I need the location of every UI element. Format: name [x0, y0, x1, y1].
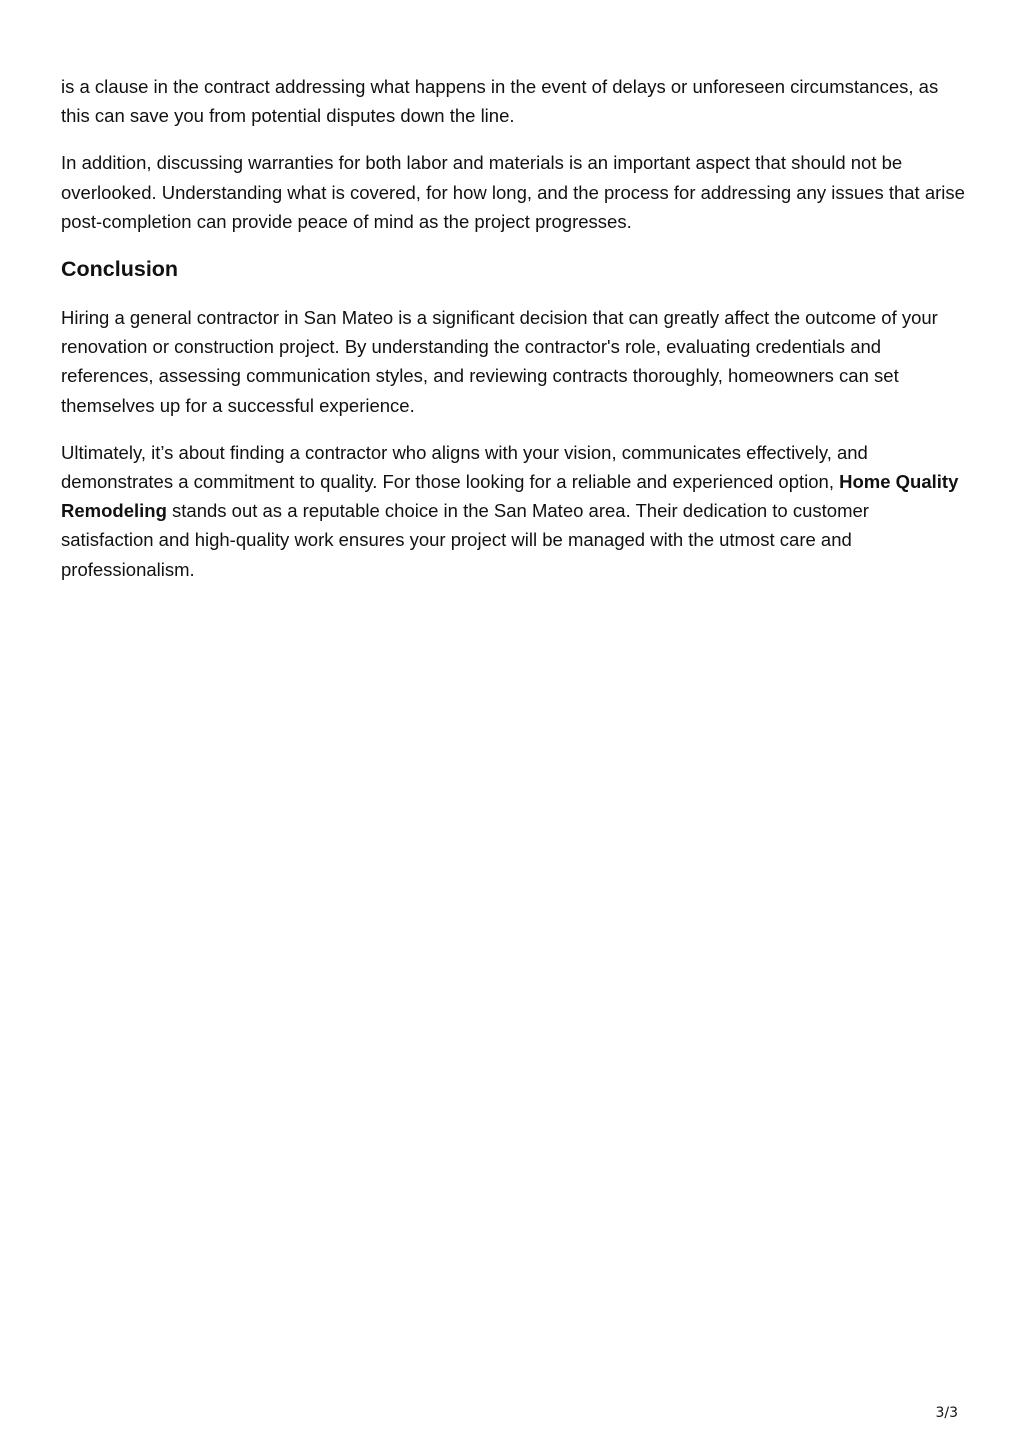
document-body: [61, 72, 966, 602]
paragraph-conclusion-2-text-after: stands out as a reputable choice in the San Mateo area. Their dedication to customer satisfaction and high-quality work ensures your project will be managed with the utmost care and professionalism.: [61, 500, 869, 580]
paragraph-contract-clause: is a clause in the contract addressing what happens in the event of delays or unforeseen circumstances, as this can save you from potential disputes down the line.: [61, 76, 939, 127]
section-heading-conclusion: Conclusion: [61, 257, 179, 282]
paragraph-conclusion-1: Hiring a general contractor in San Mateo is a significant decision that can greatly affect the outcome of your renovation or construction project. By understanding the contractor's role, evaluating credentials and references, assessing communication styles, and reviewing contracts thoroughly, homeowners can set themselves up for a successful experience.: [61, 307, 938, 416]
paragraph-conclusion-2-text-before: Ultimately, it’s about finding a contractor who aligns with your vision, communicates effectively, and demonstrates a commitment to quality. For those looking for a reliable and experienced option,: [61, 441, 868, 493]
paragraph-warranties: In addition, discussing warranties for both labor and materials is an important aspect that should not be overlooked. Understanding what is covered, for how long, and the process for addressing any issues that arise post-completion can provide peace of mind as the project progresses.: [61, 152, 965, 232]
page-number: 3/3: [935, 1405, 958, 1421]
paragraph-conclusion-2: [61, 438, 966, 584]
company-name-bold: Home Quality Remodeling: [61, 471, 959, 522]
